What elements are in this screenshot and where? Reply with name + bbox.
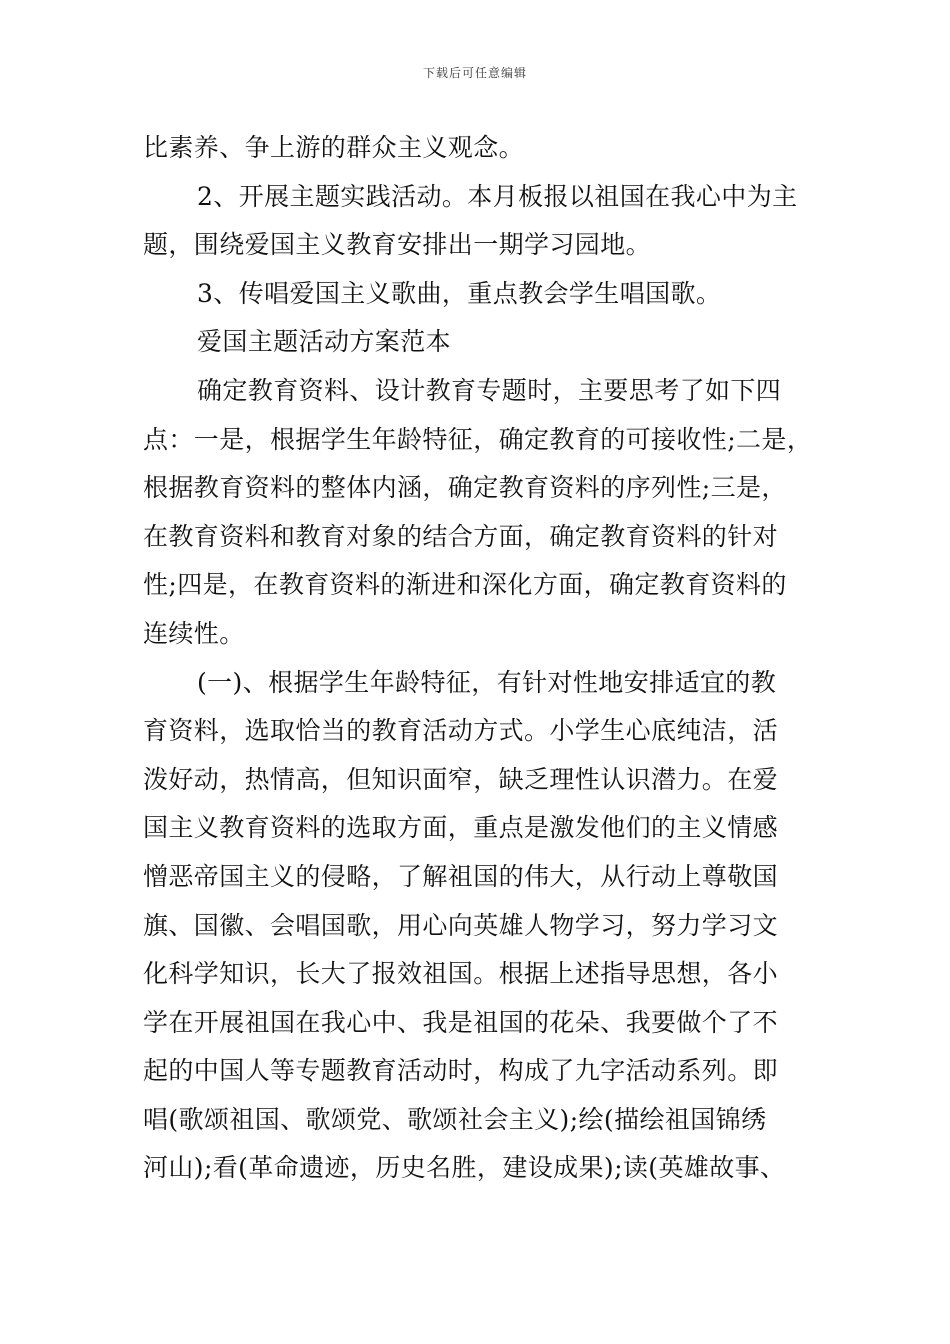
text-line: 在教育资料和教育对象的结合方面，确定教育资料的针对	[143, 521, 779, 551]
text-line: 3、传唱爱国主义歌曲，重点教会学生唱国歌。	[197, 278, 722, 308]
text-line: 化科学知识，长大了报效祖国。根据上述指导思想，各小	[143, 959, 779, 989]
document-body	[143, 124, 833, 1193]
text-line: 憎恶帝国主义的侵略，了解祖国的伟大，从行动上尊敬国	[143, 861, 779, 891]
text-line: 起的中国人等专题教育活动时，构成了九字活动系列。即	[143, 1056, 779, 1086]
text-line: 泼好动，热情高，但知识面窄，缺乏理性认识潜力。在爱	[143, 764, 779, 794]
text-line: (一)、根据学生年龄特征，有针对性地安排适宜的教	[197, 667, 777, 697]
text-line: 题，围绕爱国主义教育安排出一期学习园地。	[143, 230, 652, 260]
text-line: 2、开展主题实践活动。本月板报以祖国在我心中为主	[197, 181, 798, 211]
text-line: 性;四是，在教育资料的渐进和深化方面，确定教育资料的	[143, 570, 787, 600]
text-line: 育资料，选取恰当的教育活动方式。小学生心底纯洁，活	[143, 716, 779, 746]
text-line: 点：一是，根据学生年龄特征，确定教育的可接收性;二是，	[143, 424, 813, 454]
text-line: 连续性。	[143, 618, 245, 648]
page-header: 下载后可任意编辑	[422, 66, 527, 80]
text-line: 河山);看(革命遗迹，历史名胜，建设成果);读(英雄故事、	[143, 1153, 786, 1183]
text-line: 比素养、争上游的群众主义观念。	[143, 133, 525, 162]
text-line: 确定教育资料、设计教育专题时，主要思考了如下四	[197, 375, 782, 405]
section-heading: 爱国主题活动方案范本	[197, 327, 452, 357]
text-line: 旗、国徽、会唱国歌，用心向英雄人物学习，努力学习文	[143, 910, 779, 940]
text-line: 国主义教育资料的选取方面，重点是激发他们的主义情感	[143, 813, 779, 843]
text-line: 唱(歌颂祖国、歌颂党、歌颂社会主义);绘(描绘祖国锦绣	[143, 1104, 767, 1134]
text-line: 根据教育资料的整体内涵，确定教育资料的序列性;三是，	[143, 473, 787, 503]
text-line: 学在开展祖国在我心中、我是祖国的花朵、我要做个了不	[143, 1007, 779, 1037]
